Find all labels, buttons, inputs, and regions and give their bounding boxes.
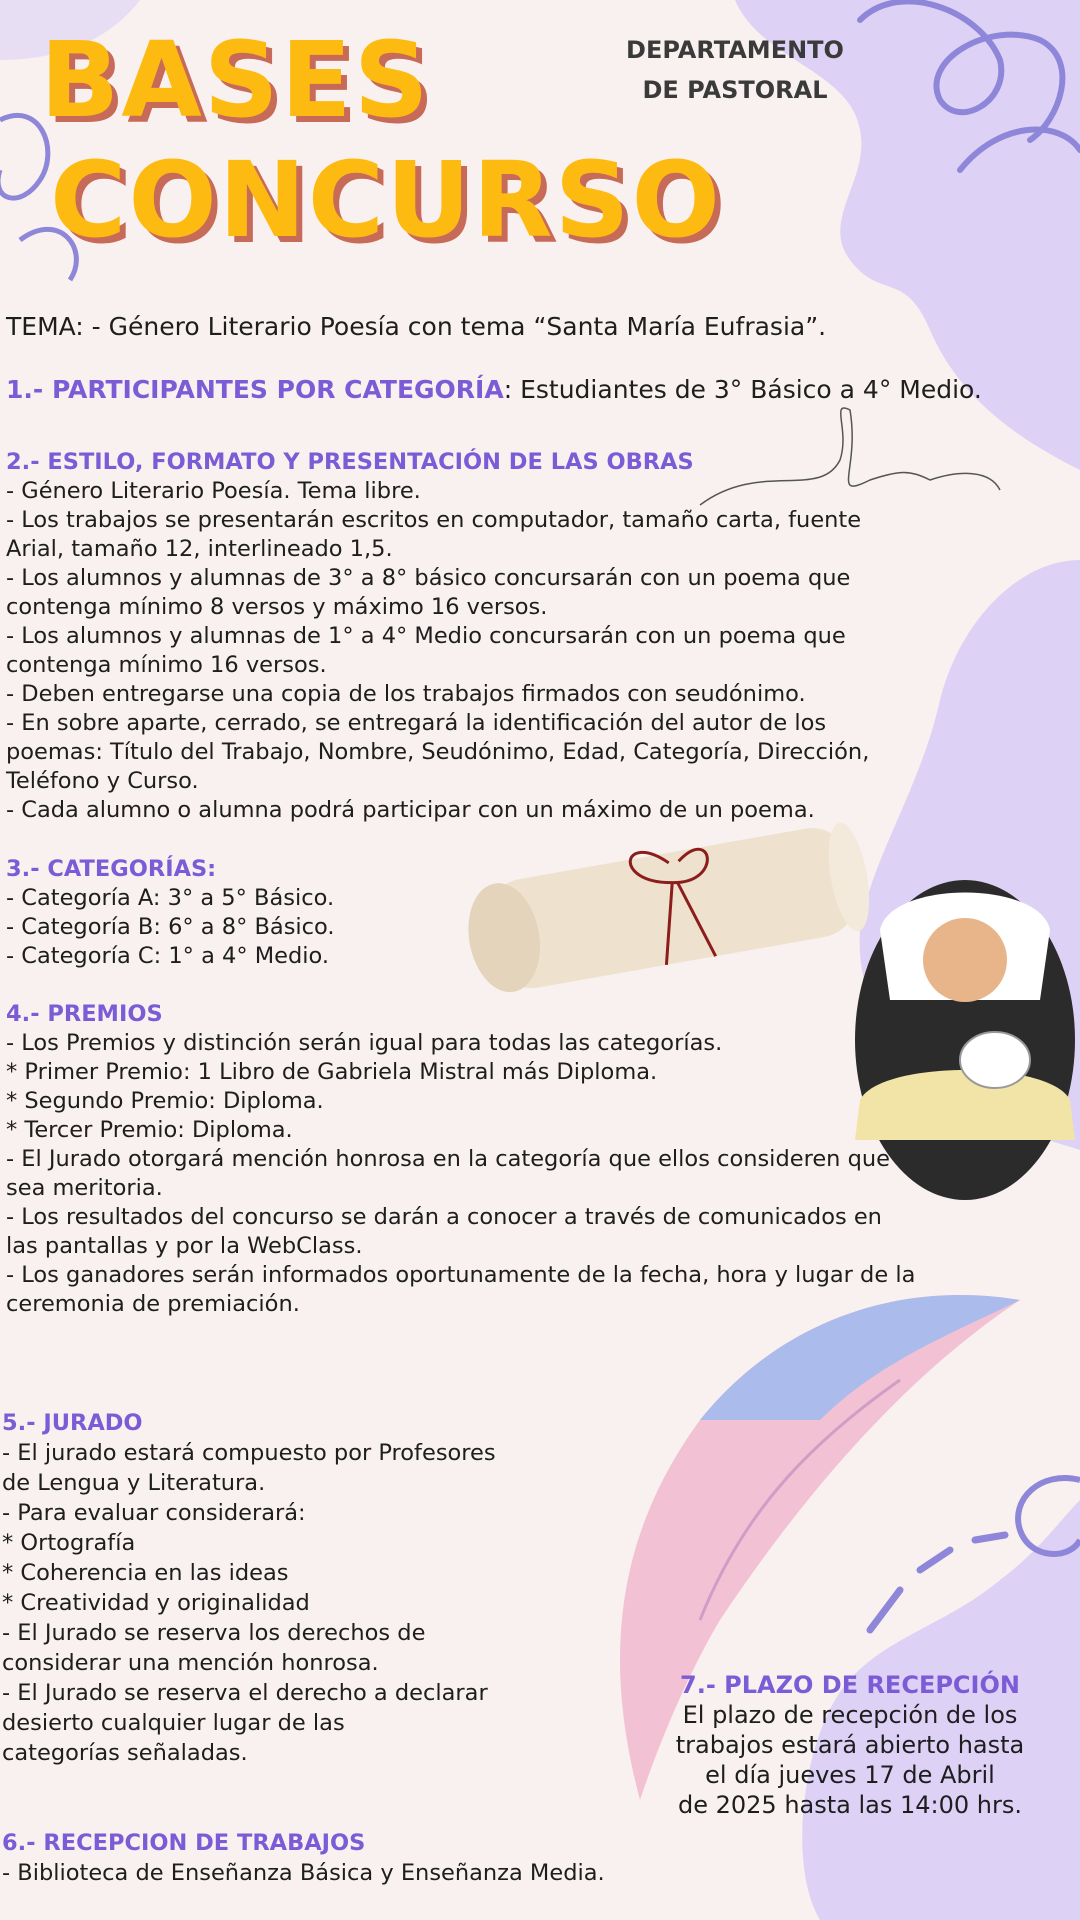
list-item: ceremonia de premiación. bbox=[6, 1291, 300, 1317]
list-item: - Los ganadores serán informados oportunamente de la fecha, hora y lugar de la bbox=[6, 1262, 916, 1288]
list-item: Teléfono y Curso. bbox=[6, 768, 199, 794]
list-item: - Para evaluar considerará: bbox=[2, 1500, 306, 1526]
page-title-line-1: BASES bbox=[40, 19, 431, 141]
list-item: - Biblioteca de Enseñanza Básica y Enseñanza Media. bbox=[2, 1860, 605, 1886]
list-item: contenga mínimo 8 versos y máximo 16 versos. bbox=[6, 594, 548, 620]
section-1-text: : Estudiantes de 3° Básico a 4° Medio. bbox=[503, 375, 982, 404]
section-5 bbox=[2, 1408, 496, 1768]
list-item: - Los resultados del concurso se darán a conocer a través de comunicados en bbox=[6, 1204, 882, 1230]
list-item: categorías señaladas. bbox=[2, 1740, 248, 1766]
list-item: El plazo de recepción de los bbox=[682, 1701, 1018, 1729]
section-7-heading: 7.- PLAZO DE RECEPCIÓN bbox=[680, 1671, 1020, 1699]
list-item: - Los Premios y distinción serán igual para todas las categorías. bbox=[6, 1030, 723, 1056]
section-2 bbox=[6, 448, 869, 825]
list-item: de Lengua y Literatura. bbox=[2, 1470, 266, 1496]
section-3-heading: 3.- CATEGORÍAS: bbox=[6, 856, 217, 882]
list-item: - Categoría C: 1° a 4° Medio. bbox=[6, 943, 330, 969]
list-item: contenga mínimo 16 versos. bbox=[6, 652, 327, 678]
tema-text: TEMA: - Género Literario Poesía con tema “Santa María Eufrasia”. bbox=[6, 312, 827, 341]
page-title-line-2: CONCURSO bbox=[50, 139, 722, 261]
section-4 bbox=[6, 1000, 915, 1319]
section-6-heading: 6.- RECEPCION DE TRABAJOS bbox=[2, 1830, 366, 1856]
section-3 bbox=[6, 855, 335, 971]
section-5-heading: 5.- JURADO bbox=[2, 1410, 143, 1436]
list-item: sea meritoria. bbox=[6, 1175, 163, 1201]
department-label bbox=[625, 30, 845, 110]
list-item: * Primer Premio: 1 Libro de Gabriela Mistral más Diploma. bbox=[6, 1059, 658, 1085]
list-item: - En sobre aparte, cerrado, se entregará la identificación del autor de los bbox=[6, 710, 827, 736]
list-item: - El Jurado se reserva el derecho a declarar bbox=[2, 1680, 488, 1706]
list-item: de 2025 hasta las 14:00 hrs. bbox=[677, 1791, 1022, 1819]
department-line-2: DE PASTORAL bbox=[642, 76, 828, 104]
list-item: - El Jurado se reserva los derechos de bbox=[2, 1620, 426, 1646]
list-item: trabajos estará abierto hasta bbox=[675, 1731, 1025, 1759]
list-item: desierto cualquier lugar de las bbox=[2, 1710, 345, 1736]
list-item: - Los alumnos y alumnas de 3° a 8° básico concursarán con un poema que bbox=[6, 565, 851, 591]
section-1-heading: 1.- PARTICIPANTES POR CATEGORÍA bbox=[6, 375, 504, 404]
list-item: considerar una mención honrosa. bbox=[2, 1650, 379, 1676]
list-item: el día jueves 17 de Abril bbox=[705, 1761, 995, 1789]
list-item: - Género Literario Poesía. Tema libre. bbox=[6, 478, 421, 504]
list-item: * Coherencia en las ideas bbox=[2, 1560, 289, 1586]
list-item: * Ortografía bbox=[2, 1530, 136, 1556]
section-1 bbox=[6, 375, 982, 404]
list-item: * Segundo Premio: Diploma. bbox=[6, 1088, 324, 1114]
list-item: - Los alumnos y alumnas de 1° a 4° Medio concursarán con un poema que bbox=[6, 623, 846, 649]
section-4-heading: 4.- PREMIOS bbox=[6, 1001, 163, 1027]
list-item: poemas: Título del Trabajo, Nombre, Seudónimo, Edad, Categoría, Dirección, bbox=[6, 739, 870, 765]
list-item: - Cada alumno o alumna podrá participar con un máximo de un poema. bbox=[6, 797, 815, 823]
list-item: - Los trabajos se presentarán escritos en computador, tamaño carta, fuente bbox=[6, 507, 862, 533]
list-item: las pantallas y por la WebClass. bbox=[6, 1233, 363, 1259]
section-6 bbox=[2, 1828, 605, 1888]
list-item: - Deben entregarse una copia de los trabajos firmados con seudónimo. bbox=[6, 681, 806, 707]
list-item: * Creatividad y originalidad bbox=[2, 1590, 310, 1616]
list-item: - El jurado estará compuesto por Profesores bbox=[2, 1440, 496, 1466]
section-2-heading: 2.- ESTILO, FORMATO Y PRESENTACIÓN DE LAS OBRAS bbox=[6, 449, 694, 475]
list-item: Arial, tamaño 12, interlineado 1,5. bbox=[6, 536, 393, 562]
department-line-1: DEPARTAMENTO bbox=[626, 36, 844, 64]
section-7 bbox=[640, 1670, 1060, 1820]
list-item: - Categoría B: 6° a 8° Básico. bbox=[6, 914, 335, 940]
list-item: - Categoría A: 3° a 5° Básico. bbox=[6, 885, 335, 911]
list-item: - El Jurado otorgará mención honrosa en la categoría que ellos consideren que bbox=[6, 1146, 890, 1172]
list-item: * Tercer Premio: Diploma. bbox=[6, 1117, 293, 1143]
